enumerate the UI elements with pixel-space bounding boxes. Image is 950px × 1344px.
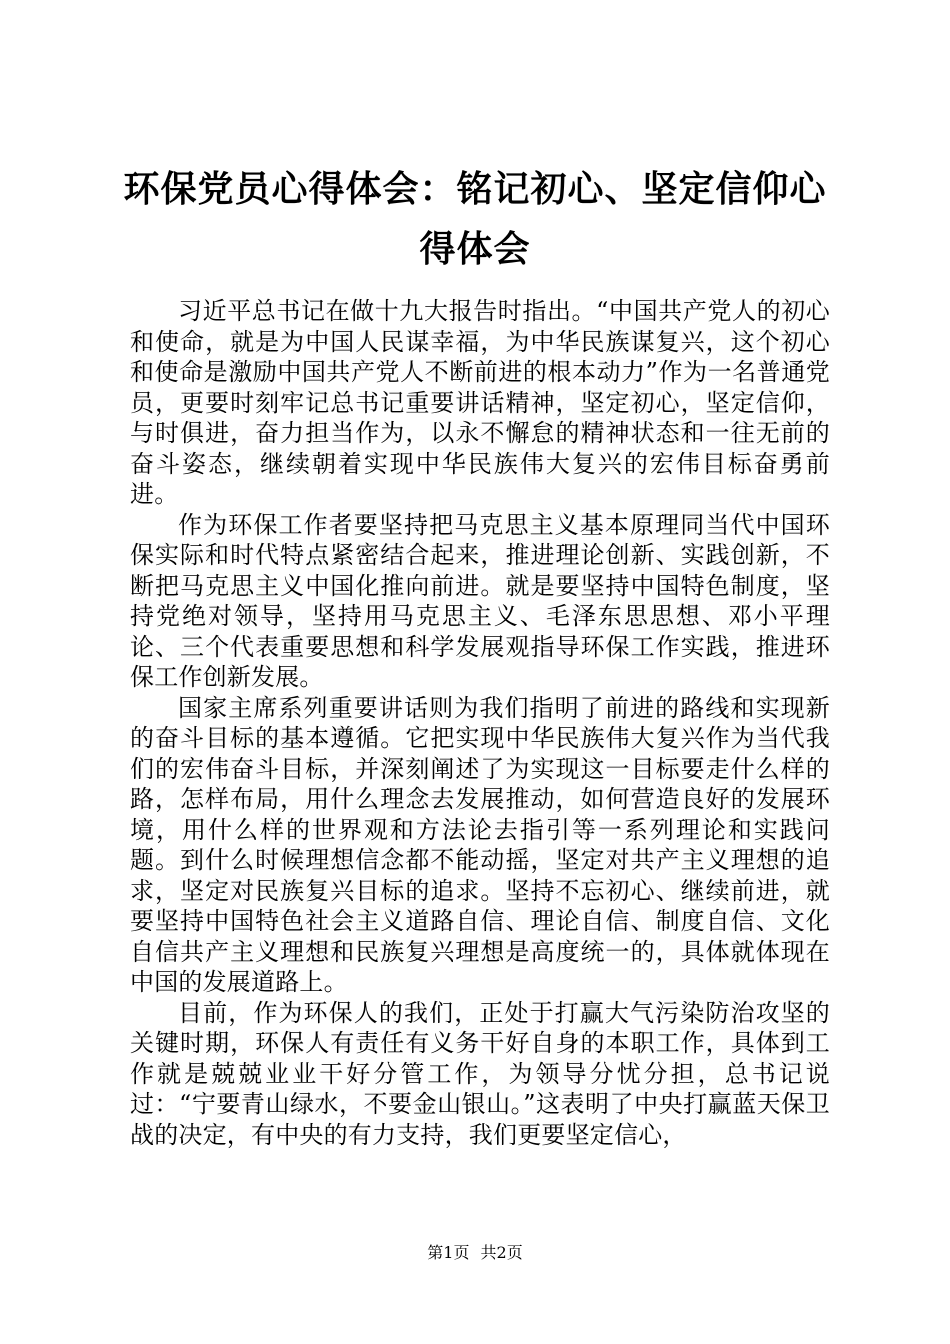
page-total: 共2页 bbox=[480, 1243, 523, 1262]
paragraph-1: 习近平总书记在做十九大报告时指出。“中国共产党人的初心和使命，就是为中国人民谋幸福，为中华民族谋复兴，这个初心和使命是激励中国共产党人不断前进的根本动力”作为一名普通党员，更要时刻牢记总书记重要讲话精神，坚定初心，坚定信仰，与时俱进，奋力担当作为，以永不懈怠的精神状态和一往无前的奋斗姿态，继续朝着实现中华民族伟大复兴的宏伟目标奋勇前进。 bbox=[130, 297, 830, 508]
paragraph-3: 国家主席系列重要讲话则为我们指明了前进的路线和实现新的奋斗目标的基本遵循。它把实现中华民族伟大复兴作为当代我们的宏伟奋斗目标，并深刻阐述了为实现这一目标要走什么样的路，怎样布局，用什么理念去发展推动，如何营造良好的发展环境，用什么样的世界观和方法论去指引等一系列理论和实践问题。到什么时候理想信念都不能动摇，坚定对共产主义理想的追求，坚定对民族复兴目标的追求。坚持不忘初心、继续前进，就要坚持中国特色社会主义道路自信、理论自信、制度自信、文化自信共产主义理想和民族复兴理想是高度统一的，具体就体现在中国的发展道路上。 bbox=[130, 693, 830, 996]
paragraph-2: 作为环保工作者要坚持把马克思主义基本原理同当代中国环保实际和时代特点紧密结合起来，推进理论创新、实践创新，不断把马克思主义中国化推向前进。就是要坚持中国特色制度，坚持党绝对领导，坚持用马克思主义、毛泽东思思想、邓小平理论、三个代表重要思想和科学发展观指导环保工作实践，推进环保工作创新发展。 bbox=[130, 510, 830, 691]
paragraph-4: 目前，作为环保人的我们，正处于打赢大气污染防治攻坚的关键时期，环保人有责任有义务干好自身的本职工作，具体到工作就是兢兢业业干好分管工作，为领导分忧分担，总书记说过：“宁要青山绿水，不要金山银山。”这表明了中央打赢蓝天保卫战的决定，有中央的有力支持，我们更要坚定信心， bbox=[130, 998, 830, 1149]
document-body bbox=[130, 296, 830, 1150]
page-footer bbox=[0, 1243, 950, 1263]
document-title: 环保党员心得体会：铭记初心、坚定信仰心得体会 bbox=[123, 169, 827, 270]
page-number: 第1页 bbox=[427, 1243, 470, 1262]
